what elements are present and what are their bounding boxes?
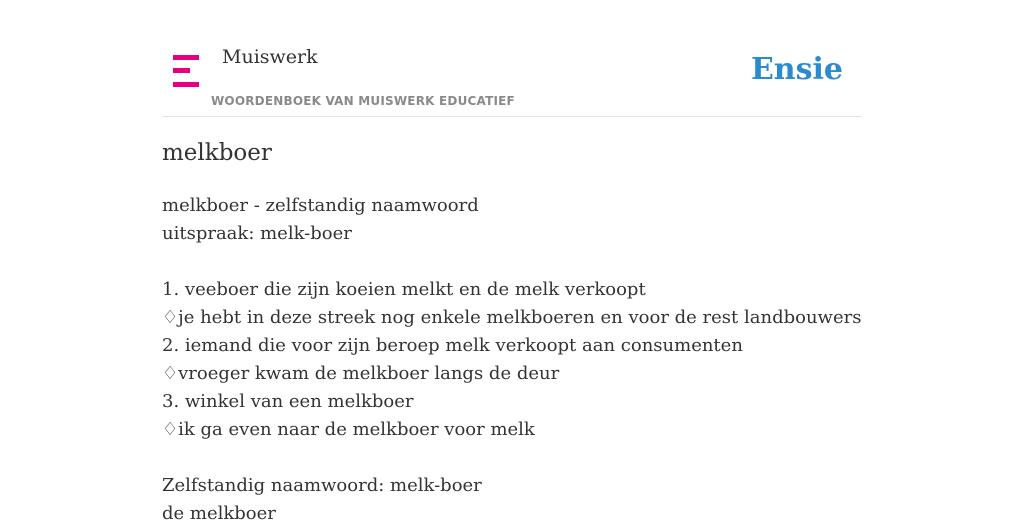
entry-spacer	[162, 248, 862, 276]
entry-spacer	[162, 444, 862, 472]
brand-subtitle: WOORDENBOEK VAN MUISWERK EDUCATIEF	[211, 94, 515, 108]
entry-line-meaning-3: 3. winkel van een melkboer	[162, 391, 414, 412]
entry-line-meaning-2: 2. iemand die voor zijn beroep melk verkoopt aan consumenten	[162, 335, 743, 356]
entry-line-noun: Zelfstandig naamwoord: melk-boer	[162, 475, 482, 496]
entry-line-pronunciation: uitspraak: melk-boer	[162, 223, 352, 244]
entry-definition	[162, 192, 862, 528]
entry-line-example-2: ♢vroeger kwam de melkboer langs de deur	[162, 363, 560, 384]
logo-bar-middle	[173, 68, 190, 73]
muiswerk-logo-icon[interactable]	[173, 55, 199, 87]
entry-line-article: de melkboer	[162, 503, 276, 524]
entry-line-example-3: ♢ik ga even naar de melkboer voor melk	[162, 419, 535, 440]
ensie-logo-link[interactable]: Ensie	[750, 52, 843, 87]
site-header	[162, 0, 862, 117]
entry-title: melkboer	[162, 140, 272, 166]
entry-line-word-class: melkboer - zelfstandig naamwoord	[162, 195, 479, 216]
entry-line-meaning-1: 1. veeboer die zijn koeien melkt en de melk verkoopt	[162, 279, 646, 300]
brand-name-link[interactable]: Muiswerk	[222, 46, 318, 68]
logo-bar-bottom	[173, 82, 199, 87]
page-container	[162, 0, 862, 524]
logo-bar-top	[173, 55, 199, 60]
entry-line-example-1: ♢je hebt in deze streek nog enkele melkboeren en voor de rest landbouwers	[162, 307, 862, 328]
